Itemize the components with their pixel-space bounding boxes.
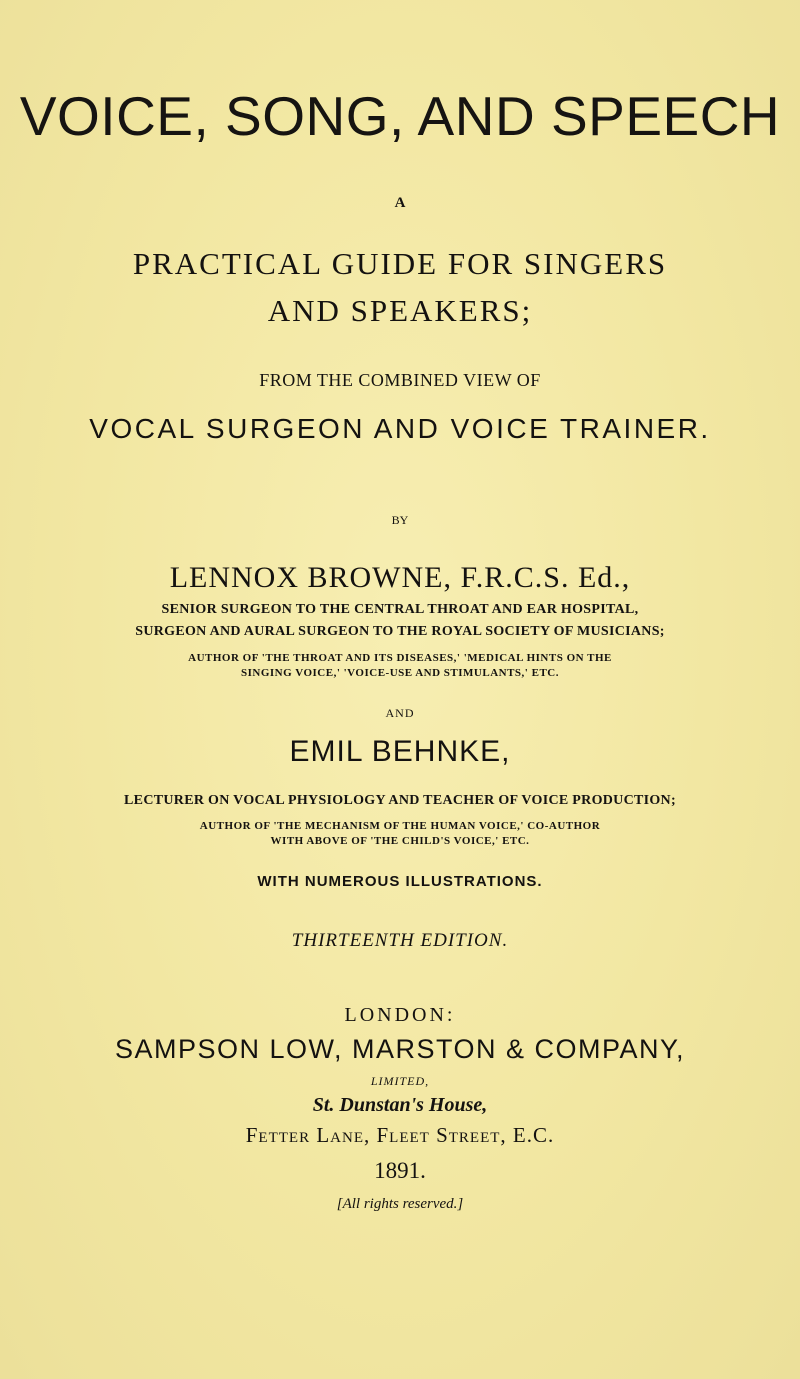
- author-1-works-1: AUTHOR OF 'THE THROAT AND ITS DISEASES,' 'MEDICAL HINTS ON THE: [188, 652, 612, 664]
- author-2-name: EMIL BEHNKE,: [289, 735, 511, 768]
- author-2-works-2: WITH ABOVE OF 'THE CHILD'S VOICE,' ETC.: [270, 835, 530, 847]
- author-1-position-1: SENIOR SURGEON TO THE CENTRAL THROAT AND EAR HOSPITAL,: [161, 602, 639, 617]
- edition: THIRTEENTH EDITION.: [291, 930, 509, 951]
- author-2-works-1: AUTHOR OF 'THE MECHANISM OF THE HUMAN VOICE,' CO-AUTHOR: [199, 820, 601, 832]
- subtitle-line-1: PRACTICAL GUIDE FOR SINGERS: [132, 246, 668, 281]
- author-2-position: LECTURER ON VOCAL PHYSIOLOGY AND TEACHER OF VOICE PRODUCTION;: [124, 793, 676, 808]
- imprint-city: LONDON:: [344, 1004, 456, 1026]
- book-title: VOICE, SONG, AND SPEECH: [19, 85, 781, 147]
- publication-year: 1891.: [374, 1158, 426, 1183]
- author-1-name: LENNOX BROWNE, F.R.C.S. Ed.,: [169, 561, 631, 594]
- author-1-position-2: SURGEON AND AURAL SURGEON TO THE ROYAL SOCIETY OF MUSICIANS;: [135, 624, 665, 639]
- publisher-address: Fetter Lane, Fleet Street, E.C.: [245, 1123, 555, 1147]
- illustrations-note: WITH NUMEROUS ILLUSTRATIONS.: [257, 873, 543, 890]
- vocal-surgeon-line: VOCAL SURGEON AND VOICE TRAINER.: [89, 413, 711, 444]
- by-line: BY: [391, 513, 409, 527]
- and-line: AND: [385, 706, 415, 720]
- from-line: FROM THE COMBINED VIEW OF: [259, 370, 541, 390]
- rights-notice: [All rights reserved.]: [336, 1196, 464, 1212]
- subtitle-line-2: AND SPEAKERS;: [267, 293, 533, 328]
- publisher-name: SAMPSON LOW, MARSTON & COMPANY,: [114, 1034, 686, 1064]
- publisher-house: St. Dunstan's House,: [312, 1094, 488, 1116]
- publisher-limited: LIMITED,: [370, 1074, 430, 1088]
- author-1-works-2: SINGING VOICE,' 'VOICE-USE AND STIMULANTS,' ETC.: [241, 667, 559, 679]
- subtitle-article: A: [394, 195, 406, 211]
